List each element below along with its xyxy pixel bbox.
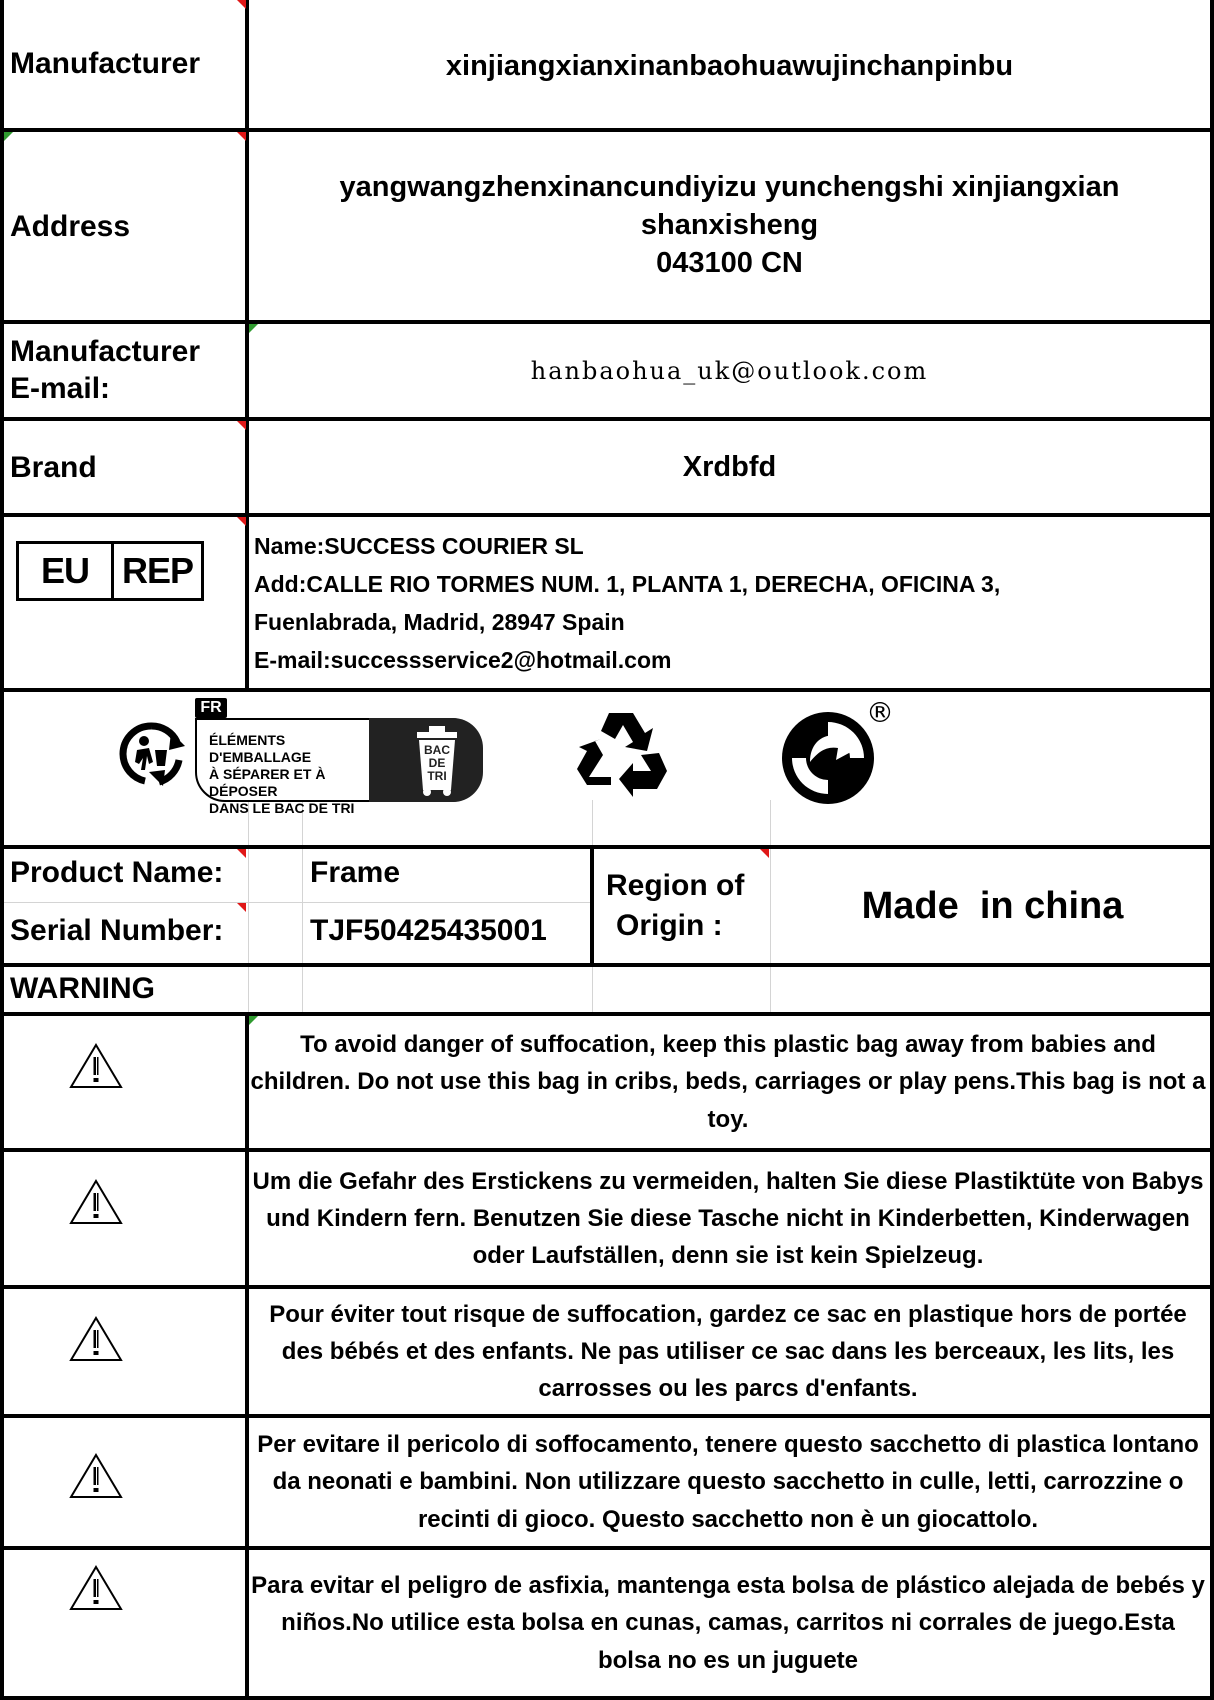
cell-marker [760, 849, 769, 858]
eu-rep-name: Name:SUCCESS COURIER SL [254, 533, 584, 559]
warning-text-en: To avoid danger of suffocation, keep this plastic bag away from babies and children. Do not use this bag in cribs, beds, carriages or play pens.This bag is not a toy. [250, 1031, 1206, 1133]
row-divider [0, 688, 1214, 692]
warning-text-it: Per evitare il pericolo di soffocamento, tenere questo sacchetto di plastica lontano da neonati e bambini. Non utilizzare questo sacchetto in culle, letti, carrozzine o recinti di gioco. Questo sacchetto non è un giocattolo. [257, 1431, 1199, 1533]
gridline [248, 967, 249, 1012]
cell-marker [237, 132, 246, 141]
eu-rep-address: Add:CALLE RIO TORMES NUM. 1, PLANTA 1, DERECHA, OFICINA 3, [254, 571, 1001, 597]
email-value: hanbaohua_uk@outlook.com [530, 356, 929, 385]
triman-text-line: DANS LE BAC DE TRI [209, 800, 355, 816]
row-divider [0, 513, 1214, 517]
origin-label [606, 866, 744, 946]
eu-rep-email: E-mail:successservice2@hotmail.com [254, 647, 672, 673]
warning-triangle-icon [68, 1564, 124, 1617]
warning-text-de: Um die Gefahr des Erstickens zu vermeiden, halten Sie diese Plastiktüte von Babys und Kindern fern. Benutzen Sie diese Tasche nicht in Kinderbetten, Kinderwagen oder Laufställen, denn sie ist kein Spielzeug. [252, 1167, 1204, 1270]
origin-value: Made in china [861, 884, 1124, 927]
eu-rep-details [254, 527, 1204, 679]
gridline [770, 800, 771, 845]
bin-text-line: DE [428, 756, 446, 770]
registered-mark: ® [866, 696, 894, 729]
warning-triangle-icon [68, 1042, 124, 1095]
serial-number-value: TJF50425435001 [310, 914, 547, 947]
gridline [302, 849, 303, 963]
triman-text [209, 732, 379, 817]
origin-label-line: Origin : [616, 909, 723, 942]
warning-triangle-icon [68, 1315, 124, 1368]
table-border-bottom [0, 1696, 1214, 1700]
cell-marker [237, 0, 246, 9]
product-box-divider [590, 847, 594, 967]
address-label: Address [10, 210, 131, 243]
cell-marker [237, 903, 246, 912]
table-border-right [1210, 0, 1214, 1700]
recycle-icon [575, 707, 671, 801]
gridline [302, 967, 303, 1012]
bin-text-line: BAC [424, 743, 450, 757]
green-dot-icon [780, 696, 894, 812]
eu-badge-text: EU [40, 550, 89, 591]
triman-fr-badge: FR [195, 698, 227, 718]
rep-badge-text: REP [121, 550, 194, 591]
address-line: yangwangzhenxinancundiyizu yunchengshi xinjiangxian [339, 171, 1120, 204]
email-label-line1: Manufacturer [10, 335, 201, 368]
cell-marker [237, 849, 246, 858]
product-name-value: Frame [310, 856, 401, 889]
cell-marker [237, 421, 246, 430]
triman-icon [115, 720, 187, 786]
triman-label [195, 698, 483, 816]
origin-label-line: Region of [606, 869, 745, 902]
gridline [770, 967, 771, 1012]
manufacturer-label: Manufacturer [10, 47, 201, 80]
warning-triangle-icon [68, 1178, 124, 1231]
product-box-divider [0, 963, 594, 967]
eu-rep-address: Fuenlabrada, Madrid, 28947 Spain [254, 609, 625, 635]
manufacturer-value: xinjiangxianxinanbaohuawujinchanpinbu [445, 49, 1014, 82]
gridline [770, 849, 771, 963]
warning-triangle-icon [68, 1452, 124, 1505]
brand-value: Xrdbfd [682, 450, 777, 483]
gridline [592, 967, 593, 1012]
brand-label: Brand [10, 451, 97, 484]
table-border-left [0, 0, 4, 1700]
eu-rep-badge [16, 541, 204, 601]
product-name-label: Product Name: [10, 856, 224, 889]
cell-marker [237, 517, 246, 526]
triman-text-line: À SÉPARER ET À DÉPOSER [209, 766, 326, 799]
address-line: 043100 CN [656, 246, 803, 279]
warning-heading: WARNING [10, 972, 155, 1005]
triman-text-line: ÉLÉMENTS D'EMBALLAGE [209, 732, 312, 765]
gridline [592, 800, 593, 845]
bin-text-line: TRI [427, 769, 447, 783]
warning-text-es: Para evitar el peligro de asfixia, mantenga esta bolsa de plástico alejada de bebés y niños.No utilice esta bolsa en cunas, camas, carritos ni corrales de juego.Esta bolsa no es un juguete [251, 1572, 1205, 1674]
email-label-line2: E-mail: [10, 371, 111, 405]
product-box-divider [4, 902, 590, 903]
gridline [248, 849, 249, 963]
address-value [249, 132, 1210, 320]
warning-text-fr: Pour éviter tout risque de suffocation, gardez ce sac en plastique hors de portée des bébés et des enfants. Ne pas utiliser ce sac dans les berceaux, les lits, les carrosses ou les parcs d'enfants. [269, 1300, 1187, 1403]
serial-number-label: Serial Number: [10, 914, 224, 947]
address-line: shanxisheng [640, 209, 819, 242]
cell-marker [4, 132, 13, 141]
recycle-bin-icon [413, 726, 461, 796]
email-label [10, 334, 200, 407]
recycle-bin-text [419, 744, 455, 783]
